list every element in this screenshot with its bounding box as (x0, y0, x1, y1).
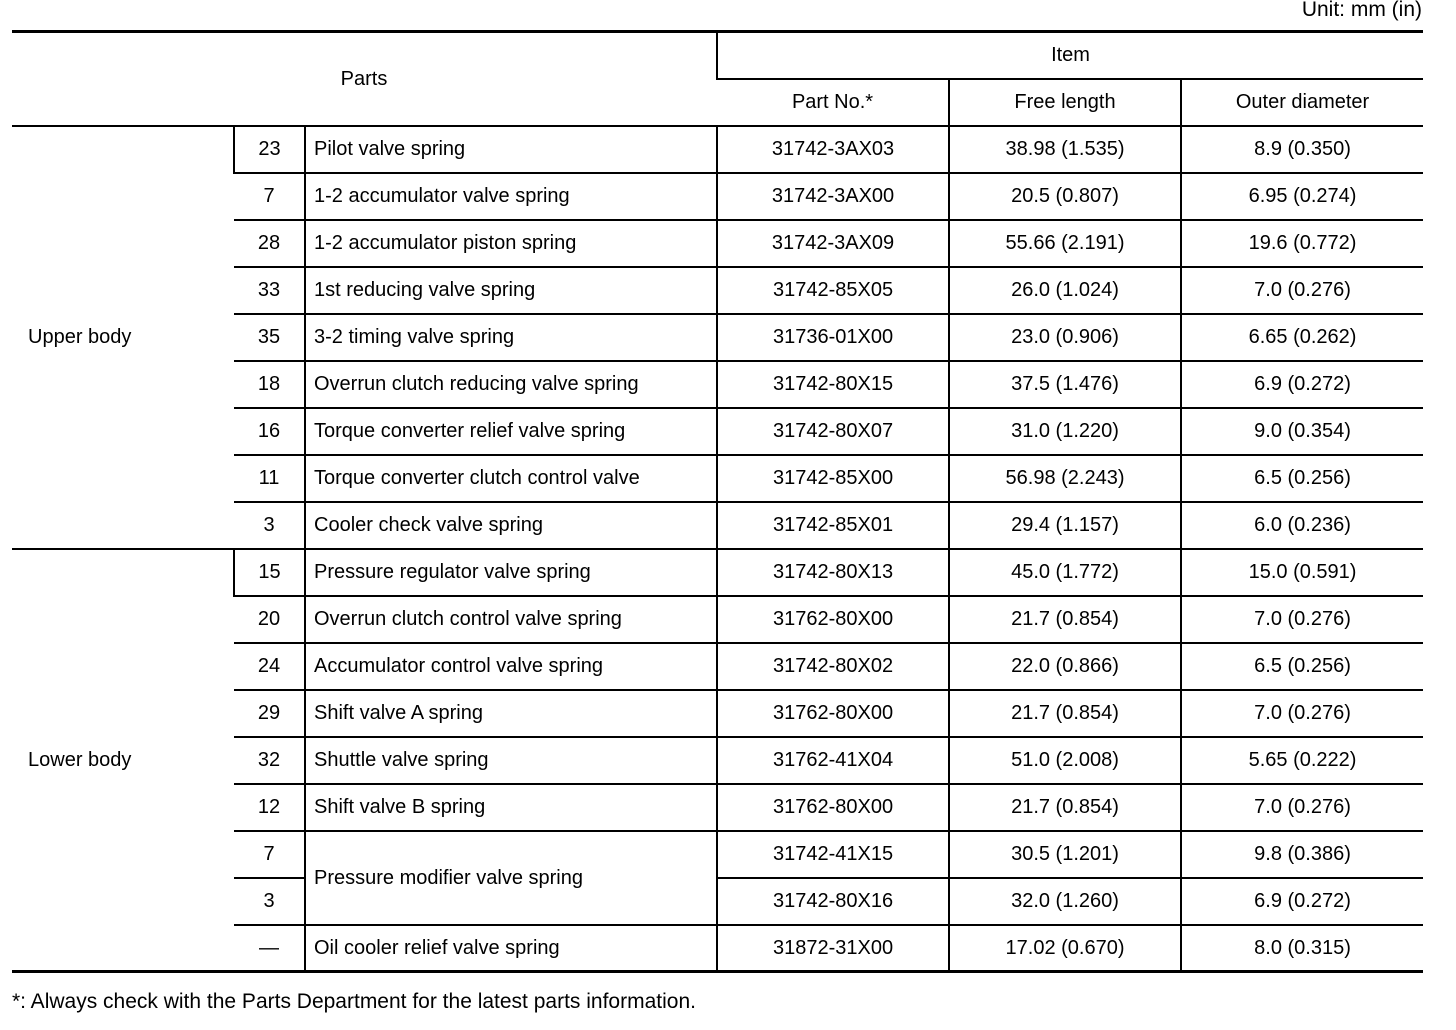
outer-diameter: 6.65 (0.262) (1181, 314, 1423, 361)
free-length: 21.7 (0.854) (949, 596, 1181, 643)
outer-diameter: 15.0 (0.591) (1181, 549, 1423, 596)
free-length: 56.98 (2.243) (949, 455, 1181, 502)
free-length: 37.5 (1.476) (949, 361, 1181, 408)
free-length: 55.66 (2.191) (949, 220, 1181, 267)
item-number: 7 (234, 831, 305, 878)
free-length: 21.7 (0.854) (949, 690, 1181, 737)
part-number: 31742-41X15 (717, 831, 949, 878)
part-number: 31742-80X02 (717, 643, 949, 690)
outer-diameter: 6.5 (0.256) (1181, 455, 1423, 502)
outer-diameter: 5.65 (0.222) (1181, 737, 1423, 784)
table-row (12, 549, 1423, 596)
outer-diameter: 8.0 (0.315) (1181, 925, 1423, 972)
free-length: 32.0 (1.260) (949, 878, 1181, 925)
part-name: Cooler check valve spring (305, 502, 717, 549)
part-name: Accumulator control valve spring (305, 643, 717, 690)
part-name: 3-2 timing valve spring (305, 314, 717, 361)
part-number: 31762-41X04 (717, 737, 949, 784)
item-number: 23 (234, 126, 305, 173)
item-number: 7 (234, 173, 305, 220)
item-number: 11 (234, 455, 305, 502)
free-length: 45.0 (1.772) (949, 549, 1181, 596)
part-number: 31762-80X00 (717, 596, 949, 643)
group-upper-body: Upper body (12, 126, 234, 549)
part-number: 31742-80X16 (717, 878, 949, 925)
unit-label: Unit: mm (in) (1301, 0, 1422, 21)
free-length: 17.02 (0.670) (949, 925, 1181, 972)
part-name: Torque converter clutch control valve (305, 455, 717, 502)
outer-diameter: 6.0 (0.236) (1181, 502, 1423, 549)
part-number: 31742-3AX03 (717, 126, 949, 173)
outer-diameter: 19.6 (0.772) (1181, 220, 1423, 267)
free-length: 29.4 (1.157) (949, 502, 1181, 549)
header-free-length: Free length (949, 79, 1181, 126)
part-number: 31736-01X00 (717, 314, 949, 361)
part-number: 31742-3AX09 (717, 220, 949, 267)
outer-diameter: 8.9 (0.350) (1181, 126, 1423, 173)
item-number: 16 (234, 408, 305, 455)
part-name: Pressure regulator valve spring (305, 549, 717, 596)
item-number: 3 (234, 502, 305, 549)
footnote: *: Always check with the Parts Department for the latest parts information. (12, 990, 696, 1013)
free-length: 38.98 (1.535) (949, 126, 1181, 173)
item-number: 33 (234, 267, 305, 314)
outer-diameter: 7.0 (0.276) (1181, 596, 1423, 643)
free-length: 23.0 (0.906) (949, 314, 1181, 361)
item-number: 15 (234, 549, 305, 596)
part-number: 31762-80X00 (717, 690, 949, 737)
outer-diameter: 7.0 (0.276) (1181, 690, 1423, 737)
part-number: 31742-85X01 (717, 502, 949, 549)
item-number: — (234, 925, 305, 972)
item-number: 20 (234, 596, 305, 643)
outer-diameter: 6.9 (0.272) (1181, 878, 1423, 925)
part-name: Torque converter relief valve spring (305, 408, 717, 455)
part-name: Pilot valve spring (305, 126, 717, 173)
part-number: 31742-80X15 (717, 361, 949, 408)
header-part-no: Part No.* (717, 79, 949, 126)
outer-diameter: 7.0 (0.276) (1181, 267, 1423, 314)
item-number: 18 (234, 361, 305, 408)
part-name: Oil cooler relief valve spring (305, 925, 717, 972)
header-parts: Parts (12, 32, 717, 126)
outer-diameter: 9.8 (0.386) (1181, 831, 1423, 878)
part-name: Pressure modifier valve spring (305, 831, 717, 925)
free-length: 26.0 (1.024) (949, 267, 1181, 314)
item-number: 3 (234, 878, 305, 925)
part-name: 1-2 accumulator piston spring (305, 220, 717, 267)
item-number: 24 (234, 643, 305, 690)
spring-spec-table (12, 30, 1423, 973)
part-name: Shuttle valve spring (305, 737, 717, 784)
part-number: 31742-80X13 (717, 549, 949, 596)
outer-diameter: 6.9 (0.272) (1181, 361, 1423, 408)
part-name: Shift valve B spring (305, 784, 717, 831)
part-name: Overrun clutch control valve spring (305, 596, 717, 643)
part-name: 1st reducing valve spring (305, 267, 717, 314)
part-name: 1-2 accumulator valve spring (305, 173, 717, 220)
free-length: 22.0 (0.866) (949, 643, 1181, 690)
header-item: Item (717, 32, 1423, 79)
item-number: 35 (234, 314, 305, 361)
part-number: 31872-31X00 (717, 925, 949, 972)
table-row (12, 126, 1423, 173)
item-number: 12 (234, 784, 305, 831)
free-length: 31.0 (1.220) (949, 408, 1181, 455)
outer-diameter: 9.0 (0.354) (1181, 408, 1423, 455)
item-number: 32 (234, 737, 305, 784)
free-length: 51.0 (2.008) (949, 737, 1181, 784)
free-length: 30.5 (1.201) (949, 831, 1181, 878)
part-number: 31742-85X05 (717, 267, 949, 314)
outer-diameter: 7.0 (0.276) (1181, 784, 1423, 831)
part-number: 31742-80X07 (717, 408, 949, 455)
free-length: 20.5 (0.807) (949, 173, 1181, 220)
part-number: 31762-80X00 (717, 784, 949, 831)
item-number: 29 (234, 690, 305, 737)
group-lower-body: Lower body (12, 549, 234, 972)
part-name: Overrun clutch reducing valve spring (305, 361, 717, 408)
part-number: 31742-3AX00 (717, 173, 949, 220)
item-number: 28 (234, 220, 305, 267)
outer-diameter: 6.5 (0.256) (1181, 643, 1423, 690)
outer-diameter: 6.95 (0.274) (1181, 173, 1423, 220)
part-name: Shift valve A spring (305, 690, 717, 737)
free-length: 21.7 (0.854) (949, 784, 1181, 831)
part-number: 31742-85X00 (717, 455, 949, 502)
header-outer-diameter: Outer diameter (1181, 79, 1423, 126)
